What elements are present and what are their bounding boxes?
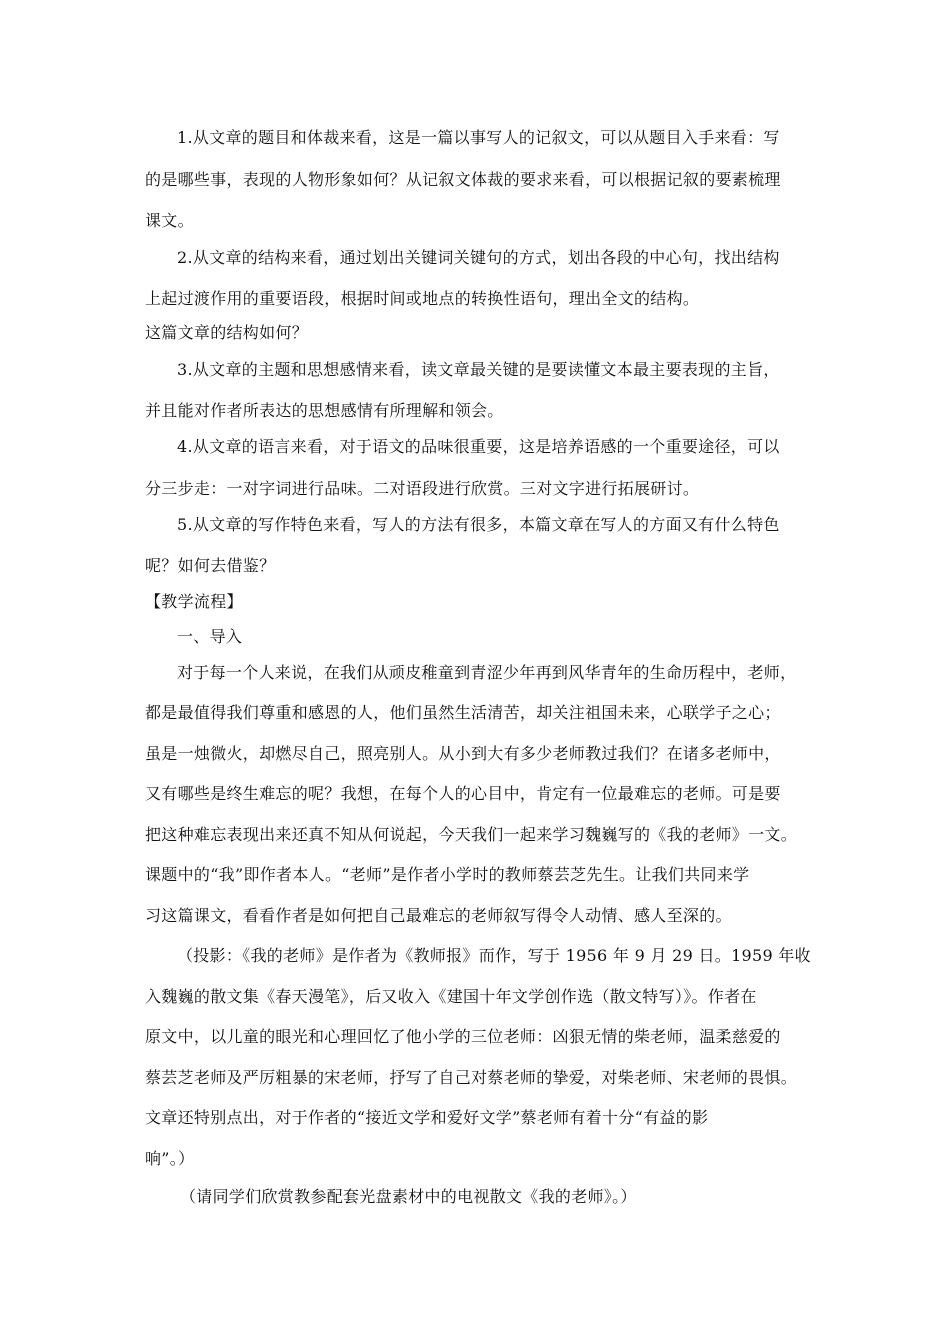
- paragraph-line: 并且能对作者所表达的思想感情有所理解和领会。: [145, 401, 504, 420]
- paragraph-line: 虽是一烛微火，却燃尽自己，照亮别人。从小到大有多少老师教过我们？在诸多老师中，: [145, 744, 781, 763]
- paragraph-line: 原文中，以儿童的眼光和心理回忆了他小学的三位老师：凶狠无情的柴老师，温柔慈爱的: [145, 1027, 781, 1046]
- paragraph-line: 5.从文章的写作特色来看，写人的方法有很多，本篇文章在写人的方面又有什么特色: [177, 515, 780, 534]
- subsection-heading: 一、导入: [177, 627, 243, 646]
- paragraph-line: 4.从文章的语言来看，对于语文的品味很重要，这是培养语感的一个重要途径，可以: [177, 437, 780, 456]
- paragraph-line: 上起过渡作用的重要语段，根据时间或地点的转换性语句，理出全文的结构。: [145, 289, 700, 308]
- paragraph-line: 又有哪些是终生难忘的呢？我想，在每个人的心目中，肯定有一位最难忘的老师。可是要: [145, 784, 781, 803]
- paragraph-line: （请同学们欣赏教参配套光盘素材中的电视散文《我的老师》。）: [180, 1187, 637, 1206]
- paragraph-line: 课文。: [145, 211, 194, 230]
- paragraph-line: （投影：《我的老师》是作者为《教师报》而作，写于 1956 年 9 月 29 日。1959 年收: [177, 946, 811, 965]
- section-heading: 【教学流程】: [145, 592, 243, 611]
- paragraph-line: 蔡芸芝老师及严厉粗暴的宋老师，抒写了自己对蔡老师的挚爱，对柴老师、宋老师的畏惧。: [145, 1068, 798, 1087]
- paragraph-line: 习这篇课文，看看作者是如何把自己最难忘的老师叙写得令人动情、感人至深的。: [145, 906, 732, 925]
- paragraph-line: 对于每一个人来说，在我们从顽皮稚童到青涩少年再到风华青年的生命历程中，老师，: [177, 663, 797, 682]
- paragraph-line: 把这种难忘表现出来还真不知从何说起，今天我们一起来学习魏巍写的《我的老师》一文。: [145, 825, 798, 844]
- paragraph-line: 的是哪些事，表现的人物形象如何？从记叙文体裁的要求来看，可以根据记叙的要素梳理: [145, 170, 781, 189]
- paragraph-line: 这篇文章的结构如何？: [145, 323, 309, 342]
- paragraph-line: 3.从文章的主题和思想感情来看，读文章最关键的是要读懂文本最主要表现的主旨，: [177, 360, 780, 379]
- paragraph-line: 2.从文章的结构来看，通过划出关键词关键句的方式，划出各段的中心句，找出结构: [177, 248, 780, 267]
- paragraph-line: 入魏巍的散文集《春天漫笔》，后又收入《建国十年文学创作选（散文特写）》。作者在: [145, 987, 757, 1006]
- paragraph-line: 呢？如何去借鉴？: [145, 556, 276, 575]
- paragraph-line: 课题中的“我”即作者本人。“老师”是作者小学时的教师蔡芸芝先生。让我们共同来学: [145, 865, 750, 884]
- paragraph-line: 分三步走：一对字词进行品味。二对语段进行欣赏。三对文字进行拓展研讨。: [145, 479, 700, 498]
- paragraph-line: 都是最值得我们尊重和感恩的人，他们虽然生活清苦，却关注祖国未来，心联学子之心；: [145, 703, 781, 722]
- paragraph-line: 文章还特别点出，对于作者的“接近文学和爱好文学”蔡老师有着十分“有益的影: [145, 1108, 709, 1127]
- paragraph-line: 1.从文章的题目和体裁来看，这是一篇以事写人的记叙文，可以从题目入手来看：写: [177, 128, 780, 147]
- paragraph-line: 响”。）: [145, 1149, 195, 1168]
